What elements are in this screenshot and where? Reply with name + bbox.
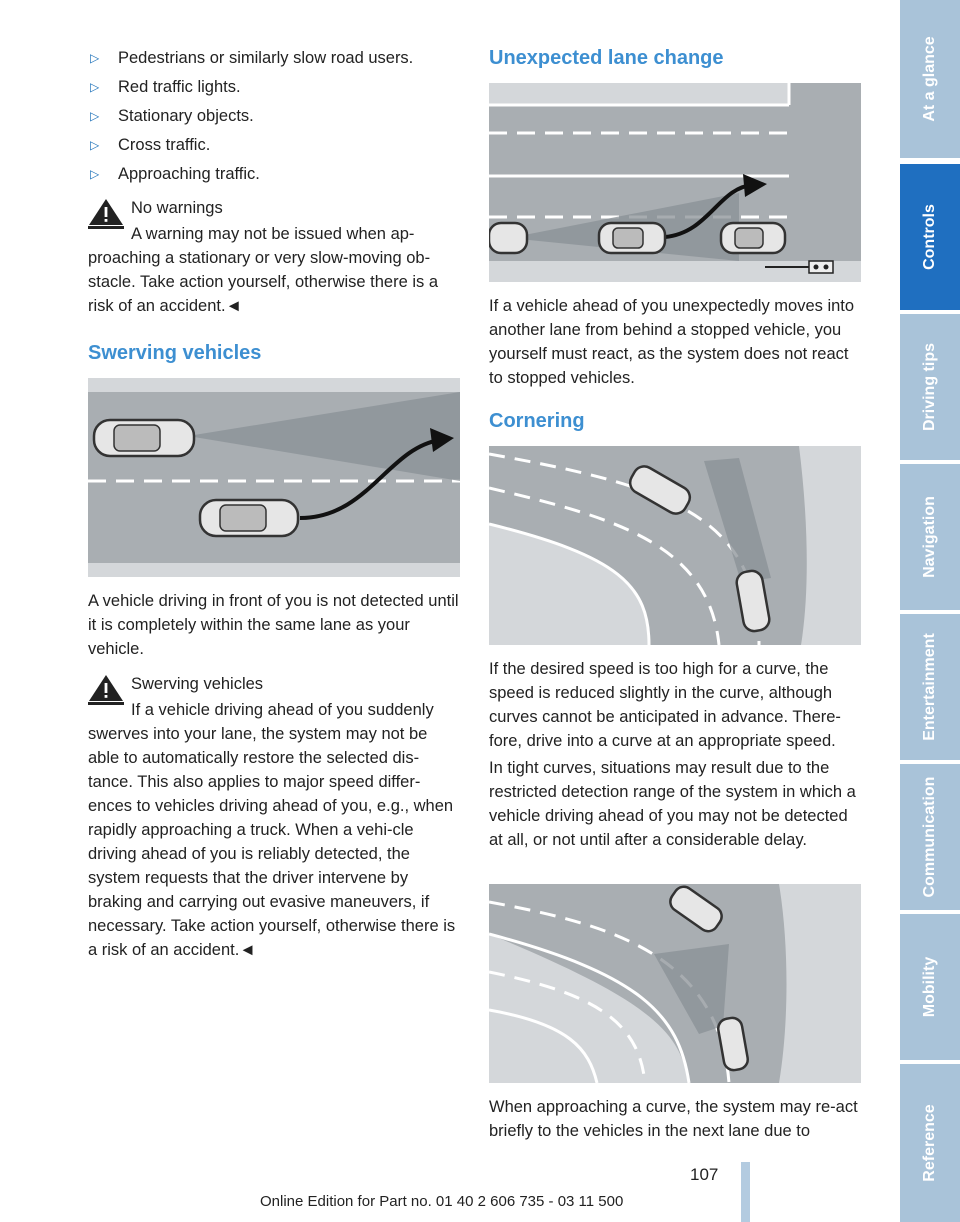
tab-communication[interactable]: Communication	[900, 764, 960, 910]
list-item: ▷ Stationary objects.	[88, 102, 460, 131]
triangle-bullet-icon: ▷	[90, 51, 100, 65]
triangle-bullet-icon: ▷	[90, 167, 100, 181]
figure-caption: A vehicle driving in front of you is not detected until it is completely within the same lane as your vehicle.	[88, 592, 459, 658]
tab-navigation[interactable]: Navigation	[900, 464, 960, 610]
chapter-sidebar	[900, 0, 960, 1222]
swerving-vehicles-illustration	[88, 378, 460, 577]
page-number: 107	[690, 1165, 719, 1184]
triangle-bullet-icon: ▷	[90, 80, 100, 94]
warning-triangle-icon	[88, 674, 124, 706]
warning-text-first-line: If a vehicle driving ahead of you suddenly	[131, 701, 434, 719]
list-item: ▷ Red traffic lights.	[88, 73, 460, 102]
list-item: ▷ Pedestrians or similarly slow road users.	[88, 44, 460, 73]
warning-title: No warnings	[131, 199, 223, 217]
triangle-bullet-icon: ▷	[90, 109, 100, 123]
tab-driving-tips[interactable]: Driving tips	[900, 314, 960, 460]
list-item: ▷ Approaching traffic.	[88, 160, 460, 189]
triangle-bullet-icon: ▷	[90, 138, 100, 152]
tab-at-a-glance[interactable]: At a glance	[900, 0, 960, 158]
warning-triangle-icon	[88, 198, 124, 230]
page-number-bar	[741, 1162, 750, 1222]
cornering-next-lane-illustration	[489, 884, 861, 1083]
warning-text-first-line: A warning may not be issued when ap-	[131, 225, 415, 243]
section-heading: Swerving vehicles	[88, 342, 262, 364]
warning-title: Swerving vehicles	[131, 675, 264, 693]
tab-controls[interactable]: Controls	[900, 164, 960, 310]
paragraph: When approaching a curve, the system may re-act briefly to the vehicles in the next lane due to	[489, 1098, 858, 1140]
tab-entertainment[interactable]: Entertainment	[900, 614, 960, 760]
lane-change-illustration	[489, 83, 861, 282]
car-icon	[721, 223, 785, 253]
paragraph: If the desired speed is too high for a curve, the speed is reduced slightly in the curve, although curves cannot be anticipated in advance. There-fore, drive into a curve at an appropriate speed.	[489, 660, 841, 750]
car-icon	[94, 420, 194, 456]
car-icon	[599, 223, 665, 253]
section-heading: Cornering	[489, 410, 585, 432]
cornering-illustration	[489, 446, 861, 645]
warning-text: swerves into your lane, the system may not be able to automatically restore the selected dis-tance. This also applies to major speed differ-ences to vehicles driving ahead of you, e.g., when rapidly approaching a truck. When a vehi-cle driving ahead of you is reliably detected, the system requests that the driver intervene by braking and carrying out evasive maneuvers, if necessary. Take action yourself, otherwise there is a risk of an accident.◄	[88, 725, 456, 959]
footer-edition: Online Edition for Part no. 01 40 2 606 735 - 03 11 500	[260, 1193, 624, 1210]
warning-text: proaching a stationary or very slow-moving ob-stacle. Take action yourself, otherwise there is a risk of an accident.◄	[88, 249, 439, 315]
exclusion-list	[88, 44, 460, 189]
tab-mobility[interactable]: Mobility	[900, 914, 960, 1060]
tab-reference[interactable]: Reference	[900, 1064, 960, 1222]
car-icon	[200, 500, 298, 536]
paragraph: In tight curves, situations may result due to the restricted detection range of the system in which a vehicle driving ahead of you may not be detected at all, or not until after a considerable delay.	[489, 759, 856, 849]
figure-caption: If a vehicle ahead of you unexpectedly moves into another lane from behind a stopped vehicle, you yourself must react, as the system does not react to stopped vehicles.	[489, 297, 855, 387]
car-icon	[489, 223, 527, 253]
section-heading: Unexpected lane change	[489, 47, 724, 69]
list-item: ▷ Cross traffic.	[88, 131, 460, 160]
